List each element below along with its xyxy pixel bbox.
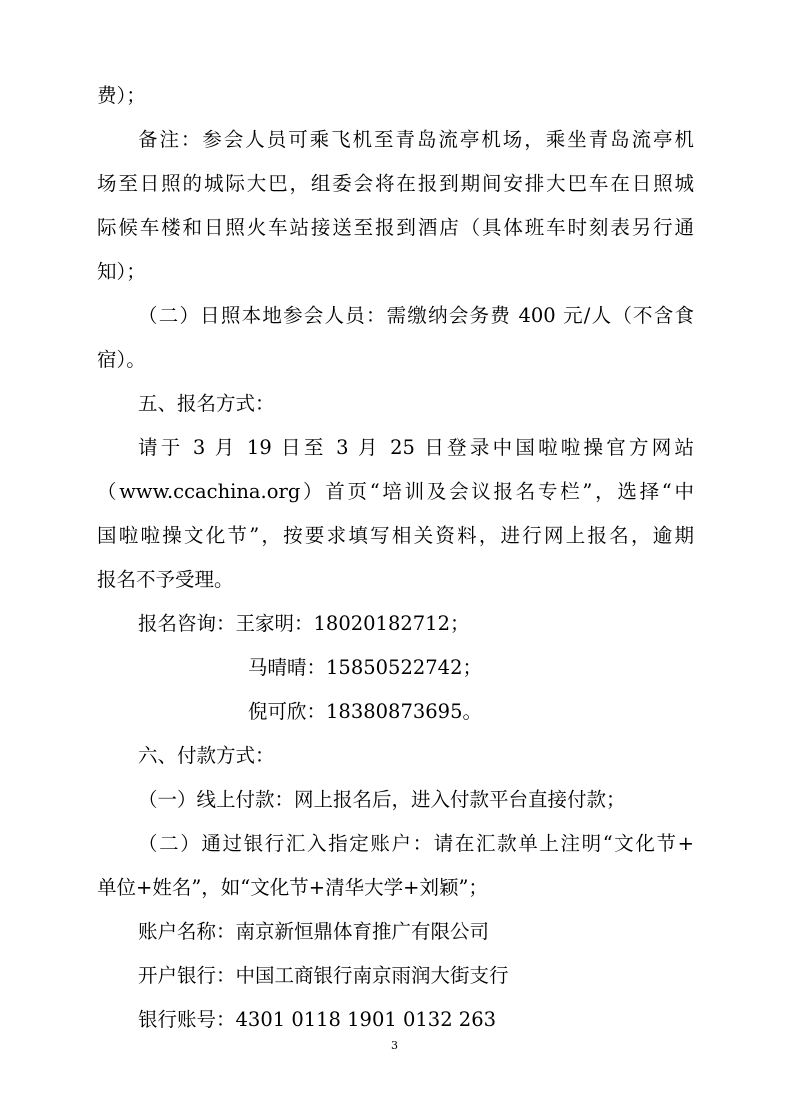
text-line: 际候车楼和日照火车站接送至报到酒店（具体班车时刻表另行通 [97,216,694,239]
text-line: 知）； [97,260,146,283]
contact-line-3: 倪可欣：18380873695。 [248,700,482,723]
text-line: 国啦啦操文化节”，按要求填写相关资料，进行网上报名，逾期 [97,524,694,547]
text-line-online-payment: （一）线上付款：网上报名后，进入付款平台直接付款； [138,788,626,811]
account-number-line: 银行账号：4301 0118 1901 0132 263 [138,1008,497,1031]
text-line-registration-dates: 请于 3 月 19 日至 3 月 25 日登录中国啦啦操官方网站 [138,436,694,459]
text-line-local-attendees: （二）日照本地参会人员：需缴纳会务费 400 元/人（不含食 [138,304,694,327]
section-heading-registration: 五、报名方式： [138,392,275,415]
text-line-website: （www.ccachina.org）首页“培训及会议报名专栏”，选择“中 [97,480,694,503]
text-line: 报名不予受理。 [97,568,234,591]
text-line: 单位+姓名”，如“文化节+清华大学+刘颖”； [97,876,488,899]
text-line-bank-transfer: （二）通过银行汇入指定账户：请在汇款单上注明“文化节+ [138,832,694,855]
contact-line-1: 报名咨询：王家明：18020182712； [138,612,470,635]
account-name-line: 账户名称：南京新恒鼎体育推广有限公司 [138,920,490,943]
page-number: 3 [391,1039,398,1052]
text-line: 场至日照的城际大巴，组委会将在报到期间安排大巴车在日照城 [97,172,694,195]
bank-name-line: 开户银行：中国工商银行南京雨润大街支行 [138,964,509,987]
text-line: 宿）。 [97,348,146,371]
text-line-continuation: 费）； [97,84,146,107]
contact-line-2: 马晴晴：15850522742； [248,656,482,679]
section-heading-payment: 六、付款方式： [138,744,275,767]
text-line-note: 备注：参会人员可乘飞机至青岛流亭机场，乘坐青岛流亭机 [138,128,694,151]
